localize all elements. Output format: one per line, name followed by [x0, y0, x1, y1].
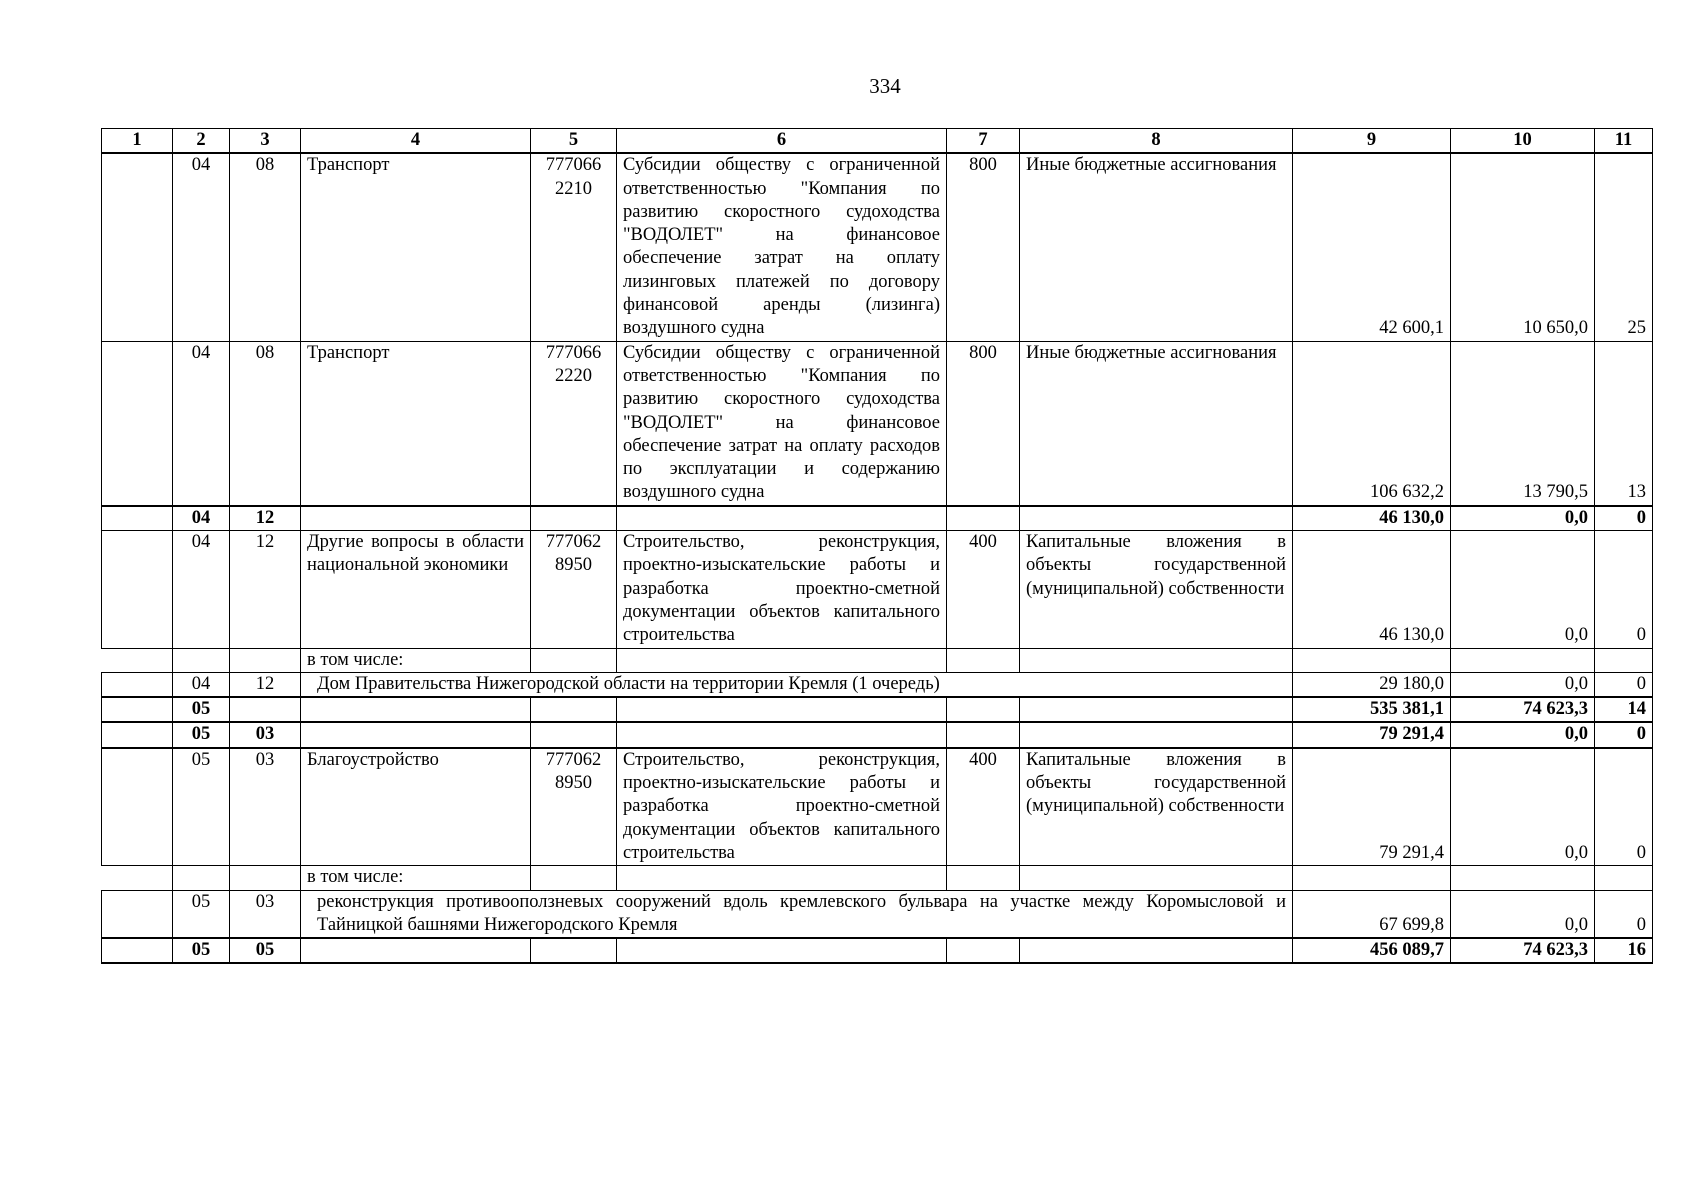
table-cell: [102, 648, 173, 672]
column-header: 11: [1595, 129, 1653, 154]
table-row: [102, 153, 1653, 341]
executed-cell: 0,0: [1451, 722, 1595, 747]
including-row: [102, 866, 1653, 890]
subsection-name: Благоустройство: [301, 748, 531, 866]
executed-cell: 13 790,5: [1451, 341, 1595, 506]
executed-cell: 0,0: [1451, 506, 1595, 531]
table-cell: [617, 722, 947, 747]
table-cell: [1451, 648, 1595, 672]
table-cell: [1020, 648, 1293, 672]
amount-cell: 106 632,2: [1293, 341, 1451, 506]
subsection-code: 03: [230, 748, 301, 866]
table-cell: [531, 697, 617, 722]
column-header: 5: [531, 129, 617, 154]
table-cell: [947, 722, 1020, 747]
table-cell: [173, 648, 230, 672]
subsection-code: 12: [230, 506, 301, 531]
executed-cell: 74 623,3: [1451, 697, 1595, 722]
percent-cell: 0: [1595, 748, 1653, 866]
percent-cell: 13: [1595, 341, 1653, 506]
subtotal-row: [102, 722, 1653, 747]
percent-cell: 25: [1595, 153, 1653, 341]
target-article: 777066 2220: [531, 341, 617, 506]
table-header-row: [102, 129, 1653, 154]
table-cell: [102, 697, 173, 722]
executed-cell: 0,0: [1451, 748, 1595, 866]
page-number: 334: [869, 74, 901, 98]
amount-cell: 67 699,8: [1293, 890, 1451, 938]
table-cell: [230, 697, 301, 722]
budget-table: [101, 128, 1653, 964]
amount-cell: 29 180,0: [1293, 672, 1451, 697]
table-cell: [1595, 648, 1653, 672]
section-code: 04: [173, 153, 230, 341]
table-cell: [947, 938, 1020, 963]
expense-type-code: 800: [947, 153, 1020, 341]
section-code: 04: [173, 531, 230, 648]
expense-type-name: Капитальные вложения в объекты государственной (муниципальной) собственности: [1020, 531, 1293, 648]
table-cell: [531, 938, 617, 963]
executed-cell: 74 623,3: [1451, 938, 1595, 963]
table-cell: [947, 648, 1020, 672]
percent-cell: 0: [1595, 722, 1653, 747]
table-cell: [301, 697, 531, 722]
table-cell: [230, 866, 301, 890]
target-article-name: Субсидии обществу с ограниченной ответственностью "Компания по развитию скоростного судоходства "ВОДОЛЕТ" на финансовое обеспечение затрат на оплату лизинговых платежей по договору финансовой аренды (лизинга) воздушного судна: [617, 153, 947, 341]
table-cell: [173, 866, 230, 890]
table-cell: [1020, 697, 1293, 722]
table-cell: [102, 748, 173, 866]
table-cell: [947, 506, 1020, 531]
percent-cell: 0: [1595, 672, 1653, 697]
table-cell: [1293, 648, 1451, 672]
table-cell: [947, 866, 1020, 890]
column-header: 8: [1020, 129, 1293, 154]
object-row: [102, 672, 1653, 697]
amount-cell: 535 381,1: [1293, 697, 1451, 722]
target-article: 777062 8950: [531, 531, 617, 648]
table-cell: [1451, 866, 1595, 890]
amount-cell: 46 130,0: [1293, 531, 1451, 648]
table-cell: [531, 648, 617, 672]
column-header: 6: [617, 129, 947, 154]
subsection-code: 12: [230, 531, 301, 648]
section-code: 04: [173, 672, 230, 697]
table-cell: [102, 506, 173, 531]
percent-cell: 0: [1595, 531, 1653, 648]
including-label: в том числе:: [301, 648, 531, 672]
column-header: 4: [301, 129, 531, 154]
section-code: 05: [173, 890, 230, 938]
executed-cell: 0,0: [1451, 890, 1595, 938]
table-cell: [531, 866, 617, 890]
table-cell: [1020, 866, 1293, 890]
object-row: [102, 890, 1653, 938]
table-cell: [947, 697, 1020, 722]
expense-type-name: Капитальные вложения в объекты государственной (муниципальной) собственности: [1020, 748, 1293, 866]
percent-cell: 0: [1595, 890, 1653, 938]
section-code: 05: [173, 722, 230, 747]
table-cell: [230, 648, 301, 672]
table-cell: [617, 938, 947, 963]
table-cell: [1293, 866, 1451, 890]
section-code: 05: [173, 697, 230, 722]
expense-type-code: 400: [947, 531, 1020, 648]
table-row: [102, 531, 1653, 648]
table-cell: [617, 697, 947, 722]
column-header: 3: [230, 129, 301, 154]
including-row: [102, 648, 1653, 672]
amount-cell: 46 130,0: [1293, 506, 1451, 531]
table-cell: [531, 722, 617, 747]
table-cell: [1020, 722, 1293, 747]
table-cell: [301, 938, 531, 963]
table-cell: [301, 722, 531, 747]
amount-cell: 79 291,4: [1293, 748, 1451, 866]
expense-type-name: Иные бюджетные ассигнования: [1020, 153, 1293, 341]
subsection-code: 08: [230, 341, 301, 506]
table-cell: [531, 506, 617, 531]
percent-cell: 16: [1595, 938, 1653, 963]
including-label: в том числе:: [301, 866, 531, 890]
subsection-code: 03: [230, 890, 301, 938]
column-header: 1: [102, 129, 173, 154]
target-article-name: Строительство, реконструкция, проектно-изыскательские работы и разработка проектно-сметной документации объектов капитального строительства: [617, 531, 947, 648]
subsection-name: Другие вопросы в области национальной экономики: [301, 531, 531, 648]
table-row: [102, 748, 1653, 866]
target-article-name: Строительство, реконструкция, проектно-изыскательские работы и разработка проектно-сметной документации объектов капитального строительства: [617, 748, 947, 866]
table-row: [102, 341, 1653, 506]
table-cell: [102, 890, 173, 938]
table-cell: [102, 672, 173, 697]
table-cell: [1020, 506, 1293, 531]
table-cell: [102, 722, 173, 747]
target-article: 777066 2210: [531, 153, 617, 341]
table-cell: [617, 866, 947, 890]
subsection-name: Транспорт: [301, 153, 531, 341]
object-description: Дом Правительства Нижегородской области на территории Кремля (1 очередь): [301, 672, 1293, 697]
section-code: 05: [173, 938, 230, 963]
subsection-name: Транспорт: [301, 341, 531, 506]
subsection-code: 05: [230, 938, 301, 963]
executed-cell: 0,0: [1451, 531, 1595, 648]
subsection-code: 03: [230, 722, 301, 747]
amount-cell: 79 291,4: [1293, 722, 1451, 747]
subtotal-row: [102, 506, 1653, 531]
table-cell: [102, 531, 173, 648]
column-header: 9: [1293, 129, 1451, 154]
executed-cell: 0,0: [1451, 672, 1595, 697]
table-cell: [102, 938, 173, 963]
table-cell: [1020, 938, 1293, 963]
expense-type-code: 400: [947, 748, 1020, 866]
subtotal-row: [102, 938, 1653, 963]
executed-cell: 10 650,0: [1451, 153, 1595, 341]
subsection-code: 12: [230, 672, 301, 697]
table-cell: [102, 153, 173, 341]
subsection-code: 08: [230, 153, 301, 341]
column-header: 2: [173, 129, 230, 154]
column-header: 10: [1451, 129, 1595, 154]
amount-cell: 456 089,7: [1293, 938, 1451, 963]
expense-type-name: Иные бюджетные ассигнования: [1020, 341, 1293, 506]
table-cell: [301, 506, 531, 531]
table-cell: [617, 506, 947, 531]
target-article: 777062 8950: [531, 748, 617, 866]
section-code: 05: [173, 748, 230, 866]
percent-cell: 14: [1595, 697, 1653, 722]
section-code: 04: [173, 506, 230, 531]
percent-cell: 0: [1595, 506, 1653, 531]
amount-cell: 42 600,1: [1293, 153, 1451, 341]
object-description: реконструкция противооползневых сооружений вдоль кремлевского бульвара на участке между Коромысловой и Тайницкой башнями Нижегородского Кремля: [301, 890, 1293, 938]
expense-type-code: 800: [947, 341, 1020, 506]
table-cell: [617, 648, 947, 672]
section-total-row: [102, 697, 1653, 722]
column-header: 7: [947, 129, 1020, 154]
table-cell: [102, 341, 173, 506]
section-code: 04: [173, 341, 230, 506]
table-cell: [102, 866, 173, 890]
table-cell: [1595, 866, 1653, 890]
target-article-name: Субсидии обществу с ограниченной ответственностью "Компания по развитию скоростного судоходства "ВОДОЛЕТ" на финансовое обеспечение затрат на оплату расходов по эксплуатации и содержанию воздушного судна: [617, 341, 947, 506]
